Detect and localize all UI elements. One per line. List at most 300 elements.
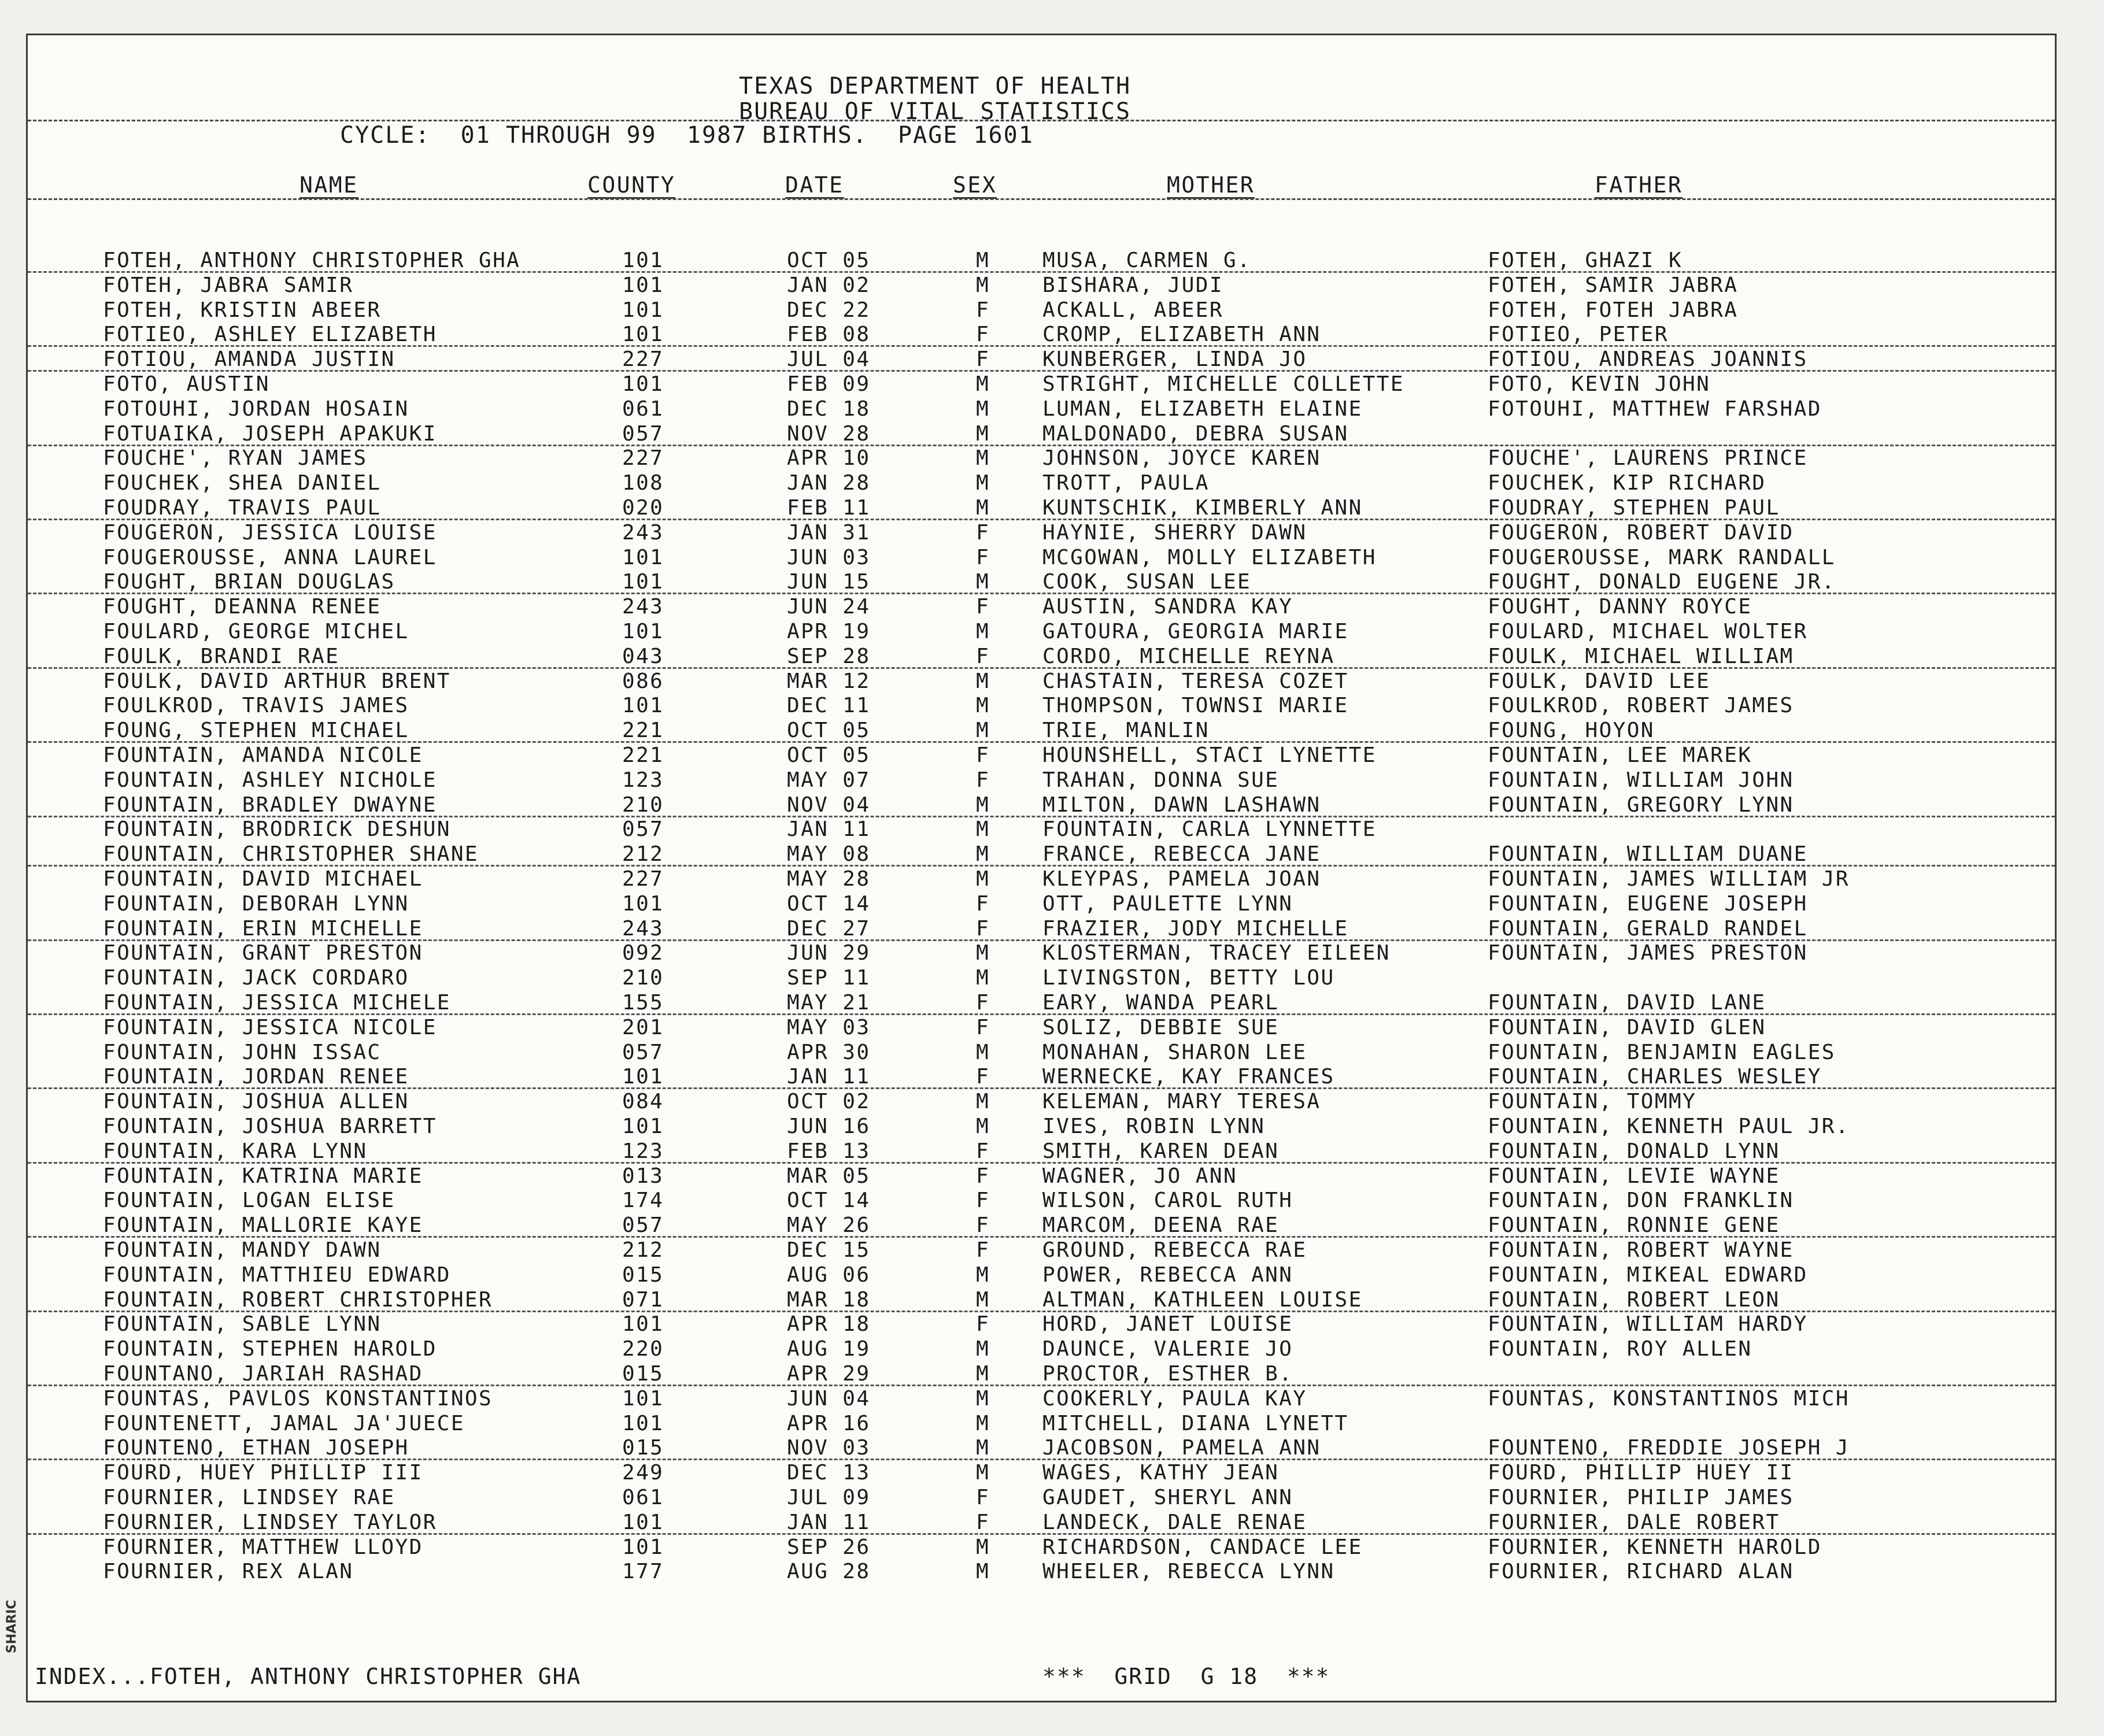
record-date: JUN 04 bbox=[787, 1386, 871, 1411]
record-mother: CORDO, MICHELLE REYNA bbox=[1042, 644, 1335, 668]
record-father: FOUNTAIN, RONNIE GENE bbox=[1488, 1213, 1780, 1238]
col-mother: MOTHER bbox=[1167, 172, 1255, 198]
record-sex: M bbox=[976, 1115, 990, 1138]
record-date: SEP 11 bbox=[787, 966, 871, 990]
record-name: FOTIEO, ASHLEY ELIZABETH bbox=[103, 323, 437, 347]
record-county: 057 bbox=[622, 1040, 664, 1064]
record-name: FOUNTENETT, JAMAL JA'JUECE bbox=[103, 1411, 465, 1435]
side-margin-label: SHARIC bbox=[5, 1600, 19, 1653]
record-name: FOULARD, GEORGE MICHEL bbox=[103, 620, 409, 643]
department-title: TEXAS DEPARTMENT OF HEALTH bbox=[739, 73, 1131, 99]
col-county: COUNTY bbox=[587, 172, 676, 198]
record-mother: FRAZIER, JODY MICHELLE bbox=[1042, 916, 1349, 941]
record-row bbox=[28, 1560, 2055, 1585]
record-row bbox=[28, 1115, 2055, 1140]
record-county: 243 bbox=[622, 916, 664, 941]
record-name: FOUGEROUSSE, ANNA LAUREL bbox=[103, 545, 437, 569]
record-row bbox=[28, 1189, 2055, 1214]
record-row bbox=[28, 1090, 2055, 1115]
record-father: FOTEH, GHAZI K bbox=[1488, 249, 1683, 272]
record-county: 249 bbox=[622, 1461, 664, 1485]
record-sex: F bbox=[976, 595, 990, 619]
record-row bbox=[28, 1065, 2055, 1090]
record-sex: M bbox=[976, 1461, 990, 1485]
record-county: 084 bbox=[622, 1090, 664, 1114]
record-county: 061 bbox=[622, 397, 664, 421]
record-sex: M bbox=[976, 446, 990, 471]
record-mother: KUNTSCHIK, KIMBERLY ANN bbox=[1042, 496, 1363, 520]
record-name: FOUNTAS, PAVLOS KONSTANTINOS bbox=[103, 1386, 493, 1411]
record-sex: F bbox=[976, 298, 990, 322]
record-row bbox=[28, 843, 2055, 868]
record-county: 061 bbox=[622, 1486, 664, 1509]
record-date: MAY 07 bbox=[787, 768, 871, 792]
record-county: 057 bbox=[622, 1213, 664, 1238]
bureau-title: BUREAU OF VITAL STATISTICS bbox=[739, 98, 1131, 125]
record-county: 243 bbox=[622, 520, 664, 545]
record-date: FEB 11 bbox=[787, 496, 871, 520]
record-sex: M bbox=[976, 1337, 990, 1361]
record-sex: M bbox=[976, 1560, 990, 1584]
record-father: FOUNTAIN, WILLIAM JOHN bbox=[1488, 768, 1794, 792]
record-county: 243 bbox=[622, 595, 664, 619]
record-county: 015 bbox=[622, 1436, 664, 1460]
record-sex: F bbox=[976, 520, 990, 545]
record-county: 210 bbox=[622, 966, 664, 990]
record-row bbox=[28, 1041, 2055, 1066]
record-county: 057 bbox=[622, 817, 664, 842]
record-mother: MITCHELL, DIANA LYNETT bbox=[1042, 1411, 1349, 1435]
record-father: FOUNTAIN, DONALD LYNN bbox=[1488, 1139, 1780, 1163]
record-row bbox=[28, 373, 2055, 398]
record-date: JUN 03 bbox=[787, 545, 871, 569]
record-date: DEC 27 bbox=[787, 916, 871, 941]
record-father: FOUGHT, DANNY ROYCE bbox=[1488, 595, 1752, 619]
record-county: 221 bbox=[622, 743, 664, 767]
record-county: 101 bbox=[622, 891, 664, 916]
record-name: FOUNTAIN, AMANDA NICOLE bbox=[103, 743, 423, 767]
record-father: FOUNTAIN, BENJAMIN EAGLES bbox=[1488, 1040, 1836, 1064]
record-name: FOUNTAIN, STEPHEN HAROLD bbox=[103, 1337, 437, 1361]
record-sex: M bbox=[976, 1362, 990, 1386]
record-sex: M bbox=[976, 842, 990, 867]
record-row bbox=[28, 1016, 2055, 1041]
record-sex: F bbox=[976, 1238, 990, 1262]
record-county: 020 bbox=[622, 496, 664, 520]
record-sex: M bbox=[976, 867, 990, 891]
record-county: 101 bbox=[622, 372, 664, 396]
record-date: DEC 13 bbox=[787, 1461, 871, 1485]
record-sex: M bbox=[976, 496, 990, 520]
record-mother: HORD, JANET LOUISE bbox=[1042, 1312, 1293, 1337]
record-sex: F bbox=[976, 1189, 990, 1213]
record-name: FOUGHT, DEANNA RENEE bbox=[103, 595, 382, 619]
record-name: FOUNTAIN, JOHN ISSAC bbox=[103, 1040, 382, 1064]
record-date: APR 18 bbox=[787, 1312, 871, 1337]
record-name: FOUNTAIN, MANDY DAWN bbox=[103, 1238, 382, 1262]
header-divider bbox=[28, 120, 2055, 121]
record-mother: IVES, ROBIN LYNN bbox=[1042, 1115, 1266, 1138]
record-mother: RICHARDSON, CANDACE LEE bbox=[1042, 1535, 1363, 1559]
record-sex: M bbox=[976, 694, 990, 718]
record-mother: JACOBSON, PAMELA ANN bbox=[1042, 1436, 1321, 1460]
record-name: FOUCHEK, SHEA DANIEL bbox=[103, 471, 382, 495]
record-name: FOUNTAIN, JESSICA NICOLE bbox=[103, 1015, 437, 1039]
record-name: FOUDRAY, TRAVIS PAUL bbox=[103, 496, 382, 520]
record-county: 201 bbox=[622, 1015, 664, 1039]
record-date: MAR 18 bbox=[787, 1287, 871, 1312]
record-sex: F bbox=[976, 1510, 990, 1534]
record-county: 015 bbox=[622, 1263, 664, 1287]
col-father: FATHER bbox=[1595, 172, 1683, 198]
record-name: FOTOUHI, JORDAN HOSAIN bbox=[103, 397, 409, 421]
record-sex: F bbox=[976, 1312, 990, 1337]
record-sex: F bbox=[976, 1065, 990, 1089]
record-county: 101 bbox=[622, 1411, 664, 1435]
record-county: 220 bbox=[622, 1337, 664, 1361]
record-name: FOUNTAIN, KATRINA MARIE bbox=[103, 1164, 423, 1188]
record-father: FOTEH, SAMIR JABRA bbox=[1488, 273, 1739, 297]
record-sex: M bbox=[976, 397, 990, 421]
record-row bbox=[28, 348, 2055, 373]
record-mother: CHASTAIN, TERESA COZET bbox=[1042, 669, 1349, 693]
record-name: FOUNTAIN, MALLORIE KAYE bbox=[103, 1213, 423, 1238]
record-date: JUN 29 bbox=[787, 941, 871, 965]
index-footer: INDEX...FOTEH, ANTHONY CHRISTOPHER GHA bbox=[35, 1664, 582, 1689]
record-row bbox=[28, 1239, 2055, 1264]
record-father: FOUGEROUSSE, MARK RANDALL bbox=[1488, 545, 1836, 569]
record-mother: SOLIZ, DEBBIE SUE bbox=[1042, 1015, 1280, 1039]
record-name: FOURNIER, REX ALAN bbox=[103, 1560, 354, 1584]
record-mother: ACKALL, ABEER bbox=[1042, 298, 1223, 322]
record-mother: FOUNTAIN, CARLA LYNNETTE bbox=[1042, 817, 1377, 842]
record-county: 227 bbox=[622, 446, 664, 471]
record-name: FOUNTANO, JARIAH RASHAD bbox=[103, 1362, 423, 1386]
record-date: OCT 14 bbox=[787, 891, 871, 916]
record-date: MAY 08 bbox=[787, 842, 871, 867]
record-name: FOULK, BRANDI RAE bbox=[103, 644, 340, 668]
record-mother: JOHNSON, JOYCE KAREN bbox=[1042, 446, 1321, 471]
record-name: FOTO, AUSTIN bbox=[103, 372, 270, 396]
record-county: 101 bbox=[622, 570, 664, 594]
record-date: APR 10 bbox=[787, 446, 871, 471]
record-sex: M bbox=[976, 249, 990, 272]
record-mother: COOK, SUSAN LEE bbox=[1042, 570, 1252, 594]
record-mother: HAYNIE, SHERRY DAWN bbox=[1042, 520, 1307, 545]
record-father: FOUNTAIN, JAMES WILLIAM JR bbox=[1488, 867, 1850, 891]
record-name: FOUNTAIN, ERIN MICHELLE bbox=[103, 916, 423, 941]
record-row bbox=[28, 1387, 2055, 1412]
record-father: FOUNTENO, FREDDIE JOSEPH J bbox=[1488, 1436, 1850, 1460]
record-row bbox=[28, 942, 2055, 967]
record-father: FOTOUHI, MATTHEW FARSHAD bbox=[1488, 397, 1822, 421]
record-sex: M bbox=[976, 1386, 990, 1411]
record-date: MAR 12 bbox=[787, 669, 871, 693]
record-name: FOTIOU, AMANDA JUSTIN bbox=[103, 347, 395, 372]
record-name: FOUNTAIN, ASHLEY NICHOLE bbox=[103, 768, 437, 792]
record-sex: M bbox=[976, 372, 990, 396]
record-father: FOULK, DAVID LEE bbox=[1488, 669, 1711, 693]
record-row bbox=[28, 323, 2055, 348]
record-father: FOUDRAY, STEPHEN PAUL bbox=[1488, 496, 1780, 520]
record-mother: BISHARA, JUDI bbox=[1042, 273, 1223, 297]
record-mother: MALDONADO, DEBRA SUSAN bbox=[1042, 421, 1349, 446]
record-row bbox=[28, 447, 2055, 472]
record-name: FOUNTAIN, SABLE LYNN bbox=[103, 1312, 382, 1337]
record-father: FOULK, MICHAEL WILLIAM bbox=[1488, 644, 1794, 668]
record-mother: PROCTOR, ESTHER B. bbox=[1042, 1362, 1293, 1386]
record-row bbox=[28, 1363, 2055, 1387]
record-row bbox=[28, 991, 2055, 1016]
record-date: DEC 15 bbox=[787, 1238, 871, 1262]
record-father: FOUNTAIN, ROY ALLEN bbox=[1488, 1337, 1752, 1361]
record-father: FOULKROD, ROBERT JAMES bbox=[1488, 694, 1794, 718]
record-name: FOTUAIKA, JOSEPH APAKUKI bbox=[103, 421, 437, 446]
record-mother: POWER, REBECCA ANN bbox=[1042, 1263, 1293, 1287]
record-county: 227 bbox=[622, 347, 664, 372]
record-name: FOUNTAIN, JESSICA MICHELE bbox=[103, 991, 451, 1015]
record-father: FOUGERON, ROBERT DAVID bbox=[1488, 520, 1794, 545]
record-row bbox=[28, 546, 2055, 571]
record-mother: KLOSTERMAN, TRACEY EILEEN bbox=[1042, 941, 1391, 965]
column-divider bbox=[28, 198, 2055, 200]
record-mother: STRIGHT, MICHELLE COLLETTE bbox=[1042, 372, 1404, 396]
record-row bbox=[28, 1461, 2055, 1486]
record-mother: SMITH, KAREN DEAN bbox=[1042, 1139, 1280, 1163]
record-father: FOTO, KEVIN JOHN bbox=[1488, 372, 1711, 396]
record-name: FOUNTAIN, ROBERT CHRISTOPHER bbox=[103, 1287, 493, 1312]
record-date: JAN 31 bbox=[787, 520, 871, 545]
record-date: SEP 26 bbox=[787, 1535, 871, 1559]
record-date: MAR 05 bbox=[787, 1164, 871, 1188]
record-date: JUN 16 bbox=[787, 1115, 871, 1138]
record-sex: M bbox=[976, 1411, 990, 1435]
record-row bbox=[28, 521, 2055, 546]
record-mother: TROTT, PAULA bbox=[1042, 471, 1210, 495]
record-row bbox=[28, 299, 2055, 324]
record-father: FOUNTAIN, GREGORY LYNN bbox=[1488, 793, 1794, 817]
record-date: AUG 06 bbox=[787, 1263, 871, 1287]
record-sex: M bbox=[976, 273, 990, 297]
record-row bbox=[28, 917, 2055, 942]
record-mother: TRIE, MANLIN bbox=[1042, 719, 1210, 743]
record-mother: MUSA, CARMEN G. bbox=[1042, 249, 1252, 272]
record-name: FOUNTAIN, JORDAN RENEE bbox=[103, 1065, 409, 1089]
record-date: NOV 03 bbox=[787, 1436, 871, 1460]
record-date: JAN 11 bbox=[787, 1510, 871, 1534]
record-sex: F bbox=[976, 1164, 990, 1188]
record-sex: M bbox=[976, 620, 990, 643]
record-date: NOV 28 bbox=[787, 421, 871, 446]
record-sex: M bbox=[976, 1436, 990, 1460]
record-mother: TRAHAN, DONNA SUE bbox=[1042, 768, 1280, 792]
record-name: FOUNTENO, ETHAN JOSEPH bbox=[103, 1436, 409, 1460]
record-name: FOUNTAIN, GRANT PRESTON bbox=[103, 941, 423, 965]
record-row bbox=[28, 571, 2055, 595]
record-mother: KUNBERGER, LINDA JO bbox=[1042, 347, 1307, 372]
record-county: 101 bbox=[622, 273, 664, 297]
record-father: FOUNTAIN, DON FRANKLIN bbox=[1488, 1189, 1794, 1213]
record-sex: M bbox=[976, 941, 990, 965]
record-row bbox=[28, 868, 2055, 893]
record-date: FEB 13 bbox=[787, 1139, 871, 1163]
record-father: FOURD, PHILLIP HUEY II bbox=[1488, 1461, 1794, 1485]
record-mother: EARY, WANDA PEARL bbox=[1042, 991, 1280, 1015]
record-name: FOUNTAIN, MATTHIEU EDWARD bbox=[103, 1263, 451, 1287]
record-row bbox=[28, 893, 2055, 917]
record-mother: MILTON, DAWN LASHAWN bbox=[1042, 793, 1321, 817]
record-name: FOUNTAIN, BRADLEY DWAYNE bbox=[103, 793, 437, 817]
record-name: FOTEH, ANTHONY CHRISTOPHER GHA bbox=[103, 249, 521, 272]
record-date: OCT 02 bbox=[787, 1090, 871, 1114]
record-name: FOULK, DAVID ARTHUR BRENT bbox=[103, 669, 451, 693]
record-county: 043 bbox=[622, 644, 664, 668]
record-row bbox=[28, 1140, 2055, 1165]
record-date: MAY 03 bbox=[787, 1015, 871, 1039]
record-date: DEC 11 bbox=[787, 694, 871, 718]
record-date: APR 30 bbox=[787, 1040, 871, 1064]
record-father: FOURNIER, DALE ROBERT bbox=[1488, 1510, 1780, 1534]
record-date: MAY 26 bbox=[787, 1213, 871, 1238]
record-date: JUN 15 bbox=[787, 570, 871, 594]
record-sex: M bbox=[976, 1090, 990, 1114]
record-sex: M bbox=[976, 966, 990, 990]
record-county: 101 bbox=[622, 1065, 664, 1089]
record-date: JUL 09 bbox=[787, 1486, 871, 1509]
record-row bbox=[28, 818, 2055, 843]
record-row bbox=[28, 1264, 2055, 1289]
record-mother: FRANCE, REBECCA JANE bbox=[1042, 842, 1321, 867]
record-father: FOUGHT, DONALD EUGENE JR. bbox=[1488, 570, 1836, 594]
record-mother: MONAHAN, SHARON LEE bbox=[1042, 1040, 1307, 1064]
record-row bbox=[28, 967, 2055, 991]
record-date: OCT 14 bbox=[787, 1189, 871, 1213]
record-name: FOUNTAIN, JACK CORDARO bbox=[103, 966, 409, 990]
record-father: FOUCHEK, KIP RICHARD bbox=[1488, 471, 1766, 495]
record-county: 101 bbox=[622, 249, 664, 272]
record-date: JUN 24 bbox=[787, 595, 871, 619]
col-name: NAME bbox=[299, 172, 358, 198]
record-mother: HOUNSHELL, STACI LYNETTE bbox=[1042, 743, 1377, 767]
record-mother: WAGES, KATHY JEAN bbox=[1042, 1461, 1280, 1485]
record-date: DEC 22 bbox=[787, 298, 871, 322]
record-name: FOUNG, STEPHEN MICHAEL bbox=[103, 719, 409, 743]
record-mother: KELEMAN, MARY TERESA bbox=[1042, 1090, 1321, 1114]
record-row bbox=[28, 645, 2055, 670]
record-date: AUG 28 bbox=[787, 1560, 871, 1584]
record-date: APR 16 bbox=[787, 1411, 871, 1435]
record-date: OCT 05 bbox=[787, 743, 871, 767]
grid-footer: *** GRID G 18 *** bbox=[1042, 1664, 1330, 1689]
record-sex: F bbox=[976, 545, 990, 569]
record-mother: DAUNCE, VALERIE JO bbox=[1042, 1337, 1293, 1361]
record-date: NOV 04 bbox=[787, 793, 871, 817]
record-date: FEB 09 bbox=[787, 372, 871, 396]
record-county: 101 bbox=[622, 323, 664, 347]
record-sex: M bbox=[976, 1263, 990, 1287]
record-row bbox=[28, 472, 2055, 497]
record-county: 221 bbox=[622, 719, 664, 743]
record-county: 057 bbox=[622, 421, 664, 446]
record-father: FOUNTAIN, EUGENE JOSEPH bbox=[1488, 891, 1808, 916]
record-row bbox=[28, 1437, 2055, 1461]
record-sex: M bbox=[976, 1040, 990, 1064]
record-date: OCT 05 bbox=[787, 249, 871, 272]
record-father: FOURNIER, RICHARD ALAN bbox=[1488, 1560, 1794, 1584]
record-father: FOTIEO, PETER bbox=[1488, 323, 1669, 347]
record-mother: AUSTIN, SANDRA KAY bbox=[1042, 595, 1293, 619]
record-father: FOTIOU, ANDREAS JOANNIS bbox=[1488, 347, 1808, 372]
record-row bbox=[28, 1214, 2055, 1239]
record-row bbox=[28, 744, 2055, 769]
record-sex: F bbox=[976, 916, 990, 941]
record-father: FOUNTAIN, CHARLES WESLEY bbox=[1488, 1065, 1822, 1089]
record-father: FOUNTAIN, JAMES PRESTON bbox=[1488, 941, 1808, 965]
record-name: FOUNTAIN, JOSHUA BARRETT bbox=[103, 1115, 437, 1138]
record-mother: OTT, PAULETTE LYNN bbox=[1042, 891, 1293, 916]
record-date: JUL 04 bbox=[787, 347, 871, 372]
record-mother: WAGNER, JO ANN bbox=[1042, 1164, 1238, 1188]
record-county: 101 bbox=[622, 298, 664, 322]
record-name: FOUCHE', RYAN JAMES bbox=[103, 446, 368, 471]
record-name: FOUNTAIN, DAVID MICHAEL bbox=[103, 867, 423, 891]
record-county: 101 bbox=[622, 1115, 664, 1138]
record-date: JAN 02 bbox=[787, 273, 871, 297]
record-date: DEC 18 bbox=[787, 397, 871, 421]
record-sex: F bbox=[976, 768, 990, 792]
record-mother: LUMAN, ELIZABETH ELAINE bbox=[1042, 397, 1363, 421]
record-county: 101 bbox=[622, 545, 664, 569]
record-mother: COOKERLY, PAULA KAY bbox=[1042, 1386, 1307, 1411]
record-county: 212 bbox=[622, 842, 664, 867]
record-sex: F bbox=[976, 891, 990, 916]
record-sex: M bbox=[976, 1287, 990, 1312]
record-father: FOUNTAIN, GERALD RANDEL bbox=[1488, 916, 1808, 941]
record-county: 086 bbox=[622, 669, 664, 693]
record-row bbox=[28, 274, 2055, 299]
record-father: FOUNTAIN, ROBERT LEON bbox=[1488, 1287, 1780, 1312]
record-row bbox=[28, 249, 2055, 274]
record-mother: WERNECKE, KAY FRANCES bbox=[1042, 1065, 1335, 1089]
record-name: FOUNTAIN, BRODRICK DESHUN bbox=[103, 817, 451, 842]
record-sex: M bbox=[976, 1535, 990, 1559]
record-row bbox=[28, 423, 2055, 447]
record-county: 101 bbox=[622, 694, 664, 718]
record-row bbox=[28, 1536, 2055, 1561]
record-row bbox=[28, 595, 2055, 620]
record-name: FOURNIER, LINDSEY RAE bbox=[103, 1486, 395, 1509]
record-county: 013 bbox=[622, 1164, 664, 1188]
record-row bbox=[28, 1412, 2055, 1437]
record-row bbox=[28, 497, 2055, 521]
record-county: 101 bbox=[622, 1312, 664, 1337]
record-row bbox=[28, 1313, 2055, 1338]
record-name: FOURNIER, LINDSEY TAYLOR bbox=[103, 1510, 437, 1534]
record-row bbox=[28, 1511, 2055, 1536]
record-name: FOURD, HUEY PHILLIP III bbox=[103, 1461, 423, 1485]
record-name: FOUNTAIN, JOSHUA ALLEN bbox=[103, 1090, 409, 1114]
record-sex: M bbox=[976, 719, 990, 743]
record-date: AUG 19 bbox=[787, 1337, 871, 1361]
record-row bbox=[28, 794, 2055, 819]
record-row bbox=[28, 769, 2055, 794]
record-row bbox=[28, 670, 2055, 695]
record-sex: F bbox=[976, 1213, 990, 1238]
record-name: FOULKROD, TRAVIS JAMES bbox=[103, 694, 409, 718]
record-row bbox=[28, 398, 2055, 423]
record-mother: MCGOWAN, MOLLY ELIZABETH bbox=[1042, 545, 1377, 569]
record-row bbox=[28, 694, 2055, 719]
